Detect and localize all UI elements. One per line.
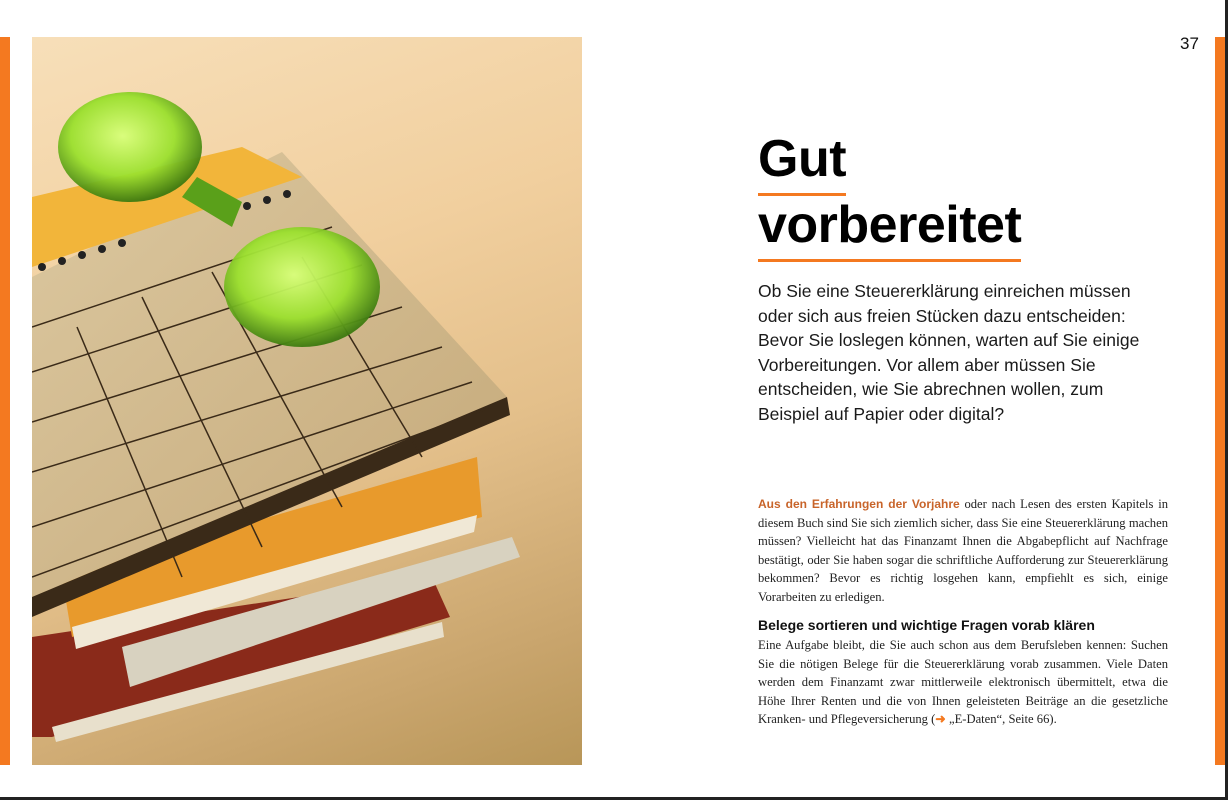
section-heading: Belege sortieren und wichtige Fragen vorab klären [758, 617, 1095, 633]
body-paragraph-2 [758, 636, 1168, 729]
title-line-2: vorbereitet [758, 196, 1022, 254]
page-title [758, 128, 1021, 256]
cross-reference-link[interactable]: „E-Daten“, Seite 66 [945, 712, 1050, 726]
body-paragraph-1 [758, 495, 1168, 606]
photo-illustration [32, 37, 582, 765]
paragraph-2-end: ). [1049, 712, 1057, 726]
lead-in-text: Aus den Erfahrungen der Vorjahre [758, 497, 960, 511]
hourglass-calendar-photo [32, 37, 582, 765]
page-number: 37 [1180, 34, 1199, 53]
paragraph-1-text: oder nach Lesen des ersten Kapitels in diesem Buch sind Sie sich ziemlich sicher, dass Sie eine Steuererklärung machen müssen? Vielleicht hat das Finanzamt Ihnen die Abgabepflicht auf Nachfrage bestätigt, oder Sie haben sogar die schriftliche Aufforderung zur Steuererklärung bekommen? Bevor es richtig losgehen kann, empfiehlt es sich, einige Vorarbeiten zu erledigen. [758, 497, 1168, 604]
right-accent-bar [1215, 37, 1225, 765]
cross-reference-arrow-icon: ➜ [935, 712, 946, 726]
left-accent-bar [0, 37, 10, 765]
title-line-1: Gut [758, 130, 847, 188]
intro-paragraph: Ob Sie eine Steuererklärung einreichen müssen oder sich aus freien Stücken dazu entscheiden: Bevor Sie loslegen können, warten auf Sie einige Vorbereitungen. Vor allem aber müssen Sie entscheiden, wie Sie abrechnen wollen, zum Beispiel auf Papier oder digital? [758, 281, 1140, 424]
paragraph-2-text: Eine Aufgabe bleibt, die Sie auch schon aus dem Berufsleben kennen: Suchen Sie die nötigen Belege für die Steuererklärung vorab zusammen. Viele Daten werden dem Finanzamt zwar mittlerweile elektronisch übermittelt, etwa die Höhe Ihrer Renten und die von Ihnen geleisteten Beiträge an die gesetzliche Kranken- und Pflegeversicherung ( [758, 638, 1168, 726]
